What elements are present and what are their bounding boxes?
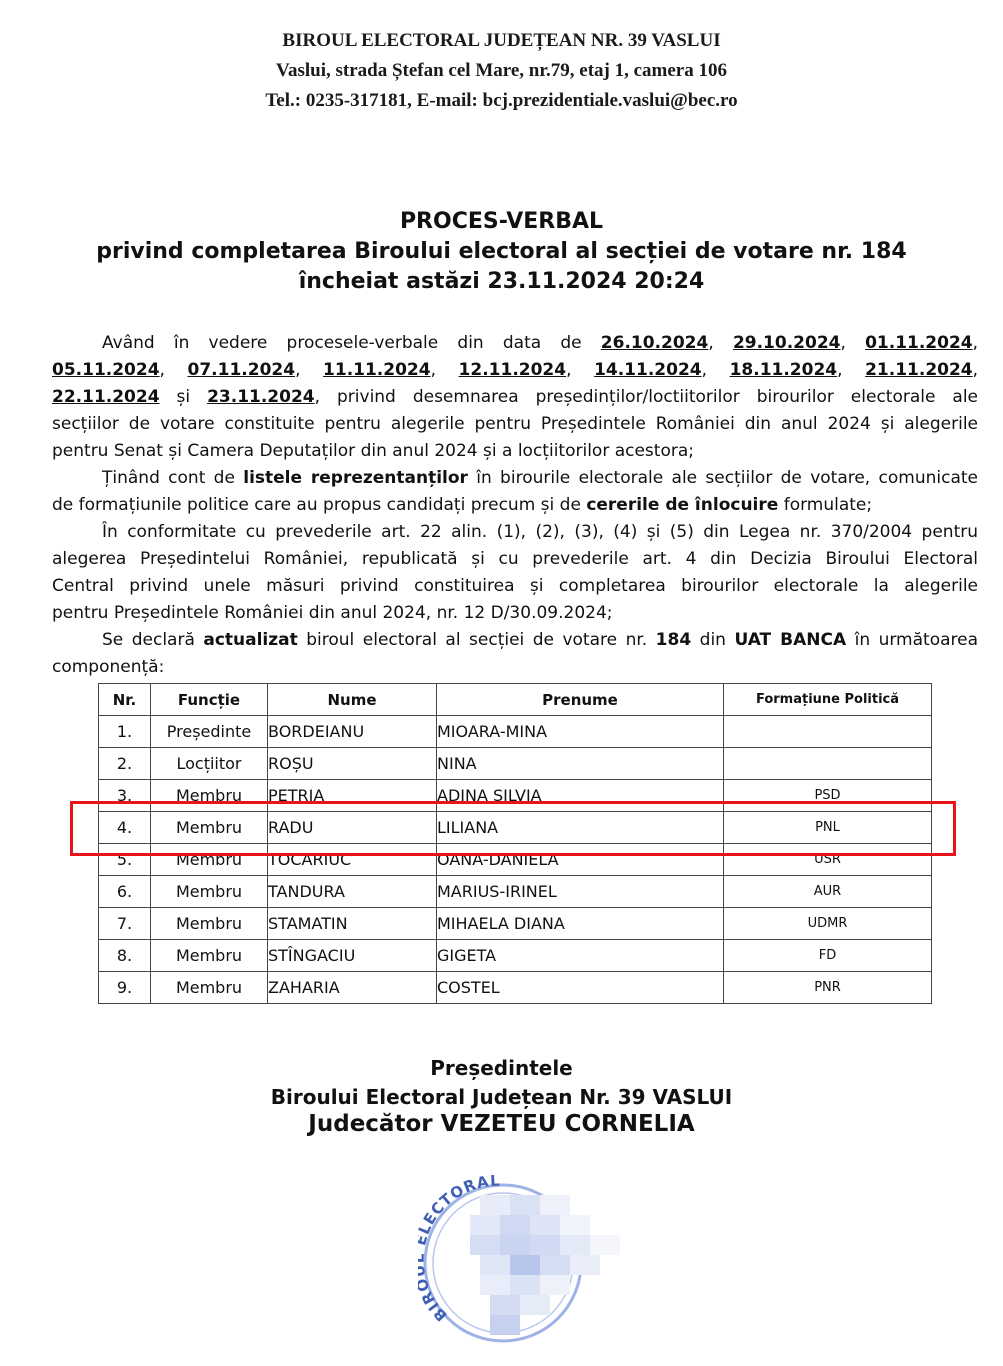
cell-functie: Membru	[151, 780, 268, 812]
cell-formatiune: UDMR	[724, 908, 932, 940]
table-row	[99, 940, 932, 972]
cell-nr: 8.	[99, 940, 151, 972]
cell-nume: RADU	[268, 812, 437, 844]
cell-nume: STÎNGACIU	[268, 940, 437, 972]
cell-prenume: LILIANA	[437, 812, 724, 844]
paragraph-1-line-5: pentru Senat și Camera Deputaților din anul 2024 și a locțiitorilor acestora;	[52, 441, 694, 461]
cell-prenume: MIHAELA DIANA	[437, 908, 724, 940]
table-row	[99, 844, 932, 876]
cell-formatiune: PSD	[724, 780, 932, 812]
table-header-row	[99, 684, 932, 716]
cell-formatiune	[724, 748, 932, 780]
table-row	[99, 908, 932, 940]
header-line-2: Vaslui, strada Ștefan cel Mare, nr.79, etaj 1, camera 106	[275, 60, 727, 81]
stamp-text: BIR ECTORAL	[418, 1175, 501, 1325]
date-link: 05.11.2024	[52, 360, 160, 380]
cell-functie: Membru	[151, 940, 268, 972]
header-functie: Funcție	[151, 684, 268, 716]
signature-name: Judecător VEZETEU CORNELIA	[308, 1111, 695, 1137]
cell-nr: 2.	[99, 748, 151, 780]
paragraph-1-line-2: 05.11.2024, 07.11.2024, 11.11.2024, 12.11.2024, 14.11.2024, 18.11.2024, 21.11.2024,	[52, 360, 979, 380]
composition-table	[98, 683, 932, 1004]
cell-nume: BORDEIANU	[268, 716, 437, 748]
cell-functie: Membru	[151, 844, 268, 876]
paragraph-1-line-4: secțiilor de votare constituite pentru alegerile pentru Președintele României din anul 2024 și alegerile	[52, 414, 978, 434]
cell-nume: STAMATIN	[268, 908, 437, 940]
paragraph-2-line-1: Ținând cont de listele reprezentanților în birourile electorale ale secțiilor de votare, comunicate	[102, 468, 978, 488]
cell-nr: 6.	[99, 876, 151, 908]
cell-nume: TANDURA	[268, 876, 437, 908]
paragraph-3-line-4: pentru Președintele României din anul 2024, nr. 12 D/30.09.2024;	[52, 603, 613, 623]
cell-functie: Membru	[151, 876, 268, 908]
cell-functie: Membru	[151, 972, 268, 1004]
cell-nr: 5.	[99, 844, 151, 876]
date-link: 29.10.2024	[732, 333, 841, 353]
cell-functie: Locțiitor	[151, 748, 268, 780]
cell-functie: Membru	[151, 908, 268, 940]
paragraph-3-line-3: Central privind unele măsuri privind constituirea și completarea birourilor electorale la alegerile	[52, 576, 978, 596]
paragraph-3-line-1: În conformitate cu prevederile art. 22 alin. (1), (2), (3), (4) și (5) din Legea nr. 370/2004 pentru	[102, 522, 978, 542]
date-link: 26.10.2024	[600, 333, 709, 353]
signature-office: Biroului Electoral Județean Nr. 39 VASLUI	[270, 1085, 733, 1109]
cell-formatiune: FD	[724, 940, 932, 972]
paragraph-1-line-3: 22.11.2024 și 23.11.2024, privind desemnarea președinților/loctiitorilor birourilor electorale ale	[52, 387, 979, 407]
cell-nr: 9.	[99, 972, 151, 1004]
table-row	[99, 876, 932, 908]
header-line-3: Tel.: 0235-317181, E-mail: bcj.prezidentiale.vaslui@bec.ro	[265, 90, 738, 111]
cell-prenume: OANA-DANIELA	[437, 844, 724, 876]
paragraph-3-line-2: alegerea Președintelui României, republicată și cu prevederile art. 4 din Decizia Biroului Electoral	[52, 549, 978, 569]
redacted-signature-blur	[470, 1195, 620, 1335]
header-nr: Nr.	[99, 684, 151, 716]
cell-prenume: NINA	[437, 748, 724, 780]
cell-prenume: MARIUS-IRINEL	[437, 876, 724, 908]
paragraph-2-line-2: de formațiunile politice care au propus candidați precum și de cererile de înlocuire formulate;	[52, 495, 873, 515]
cell-nr: 7.	[99, 908, 151, 940]
date-link: 23.11.2024	[207, 387, 315, 407]
cell-nr: 3.	[99, 780, 151, 812]
table-row	[99, 780, 932, 812]
cell-nr: 1.	[99, 716, 151, 748]
cell-functie: Membru	[151, 812, 268, 844]
header-nume: Nume	[268, 684, 437, 716]
date-link: 14.11.2024	[594, 360, 702, 380]
signature-title: Președintele	[430, 1056, 573, 1080]
date-link: 21.11.2024	[865, 360, 973, 380]
date-link: 22.11.2024	[52, 387, 160, 407]
cell-prenume: GIGETA	[437, 940, 724, 972]
cell-formatiune: USR	[724, 844, 932, 876]
document-date-line: încheiat astăzi 23.11.2024 20:24	[298, 269, 705, 294]
table-row	[99, 812, 932, 844]
document-subtitle: privind completarea Biroului electoral al secției de votare nr. 184	[96, 239, 907, 264]
cell-formatiune: AUR	[724, 876, 932, 908]
cell-functie: Președinte	[151, 716, 268, 748]
date-link: 07.11.2024	[187, 360, 296, 380]
table-row	[99, 972, 932, 1004]
header-prenume: Prenume	[437, 684, 724, 716]
cell-formatiune: PNR	[724, 972, 932, 1004]
header-formatiune: Formațiune Politică	[724, 684, 932, 716]
table-row	[99, 716, 932, 748]
date-link: 18.11.2024	[729, 360, 838, 380]
cell-nume: PETRIA	[268, 780, 437, 812]
cell-prenume: ADINA SILVIA	[437, 780, 724, 812]
cell-nume: ROȘU	[268, 748, 437, 780]
cell-nume: ZAHARIA	[268, 972, 437, 1004]
table-row	[99, 748, 932, 780]
cell-formatiune: PNL	[724, 812, 932, 844]
paragraph-4-line-2: componență:	[52, 657, 165, 677]
paragraph-1-line-1: Având în vedere procesele-verbale din data de 26.10.2024, 29.10.2024, 01.11.2024,	[102, 333, 979, 353]
date-link: 11.11.2024	[323, 360, 431, 380]
paragraph-4-line-1: Se declară actualizat biroul electoral al secției de votare nr. 184 din UAT BANCA în următoarea	[102, 630, 979, 650]
cell-prenume: MIOARA-MINA	[437, 716, 724, 748]
cell-nume: TOCARIUC	[268, 844, 437, 876]
cell-nr: 4.	[99, 812, 151, 844]
header-line-1: BIROUL ELECTORAL JUDEȚEAN NR. 39 VASLUI	[282, 30, 721, 51]
date-link: 12.11.2024	[458, 360, 567, 380]
date-link: 01.11.2024	[865, 333, 973, 353]
cell-prenume: COSTEL	[437, 972, 724, 1004]
document-title: PROCES-VERBAL	[399, 209, 604, 234]
cell-formatiune	[724, 716, 932, 748]
